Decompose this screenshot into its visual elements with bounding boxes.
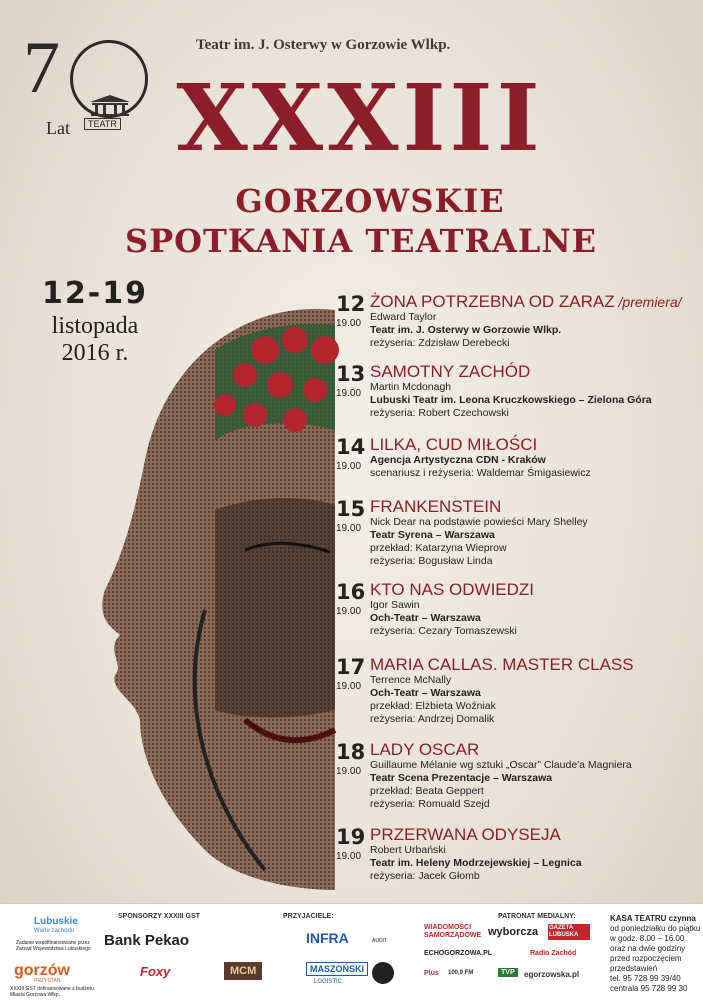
festival-title-line2: SPOTKANIA TEATRALNE [124,222,598,260]
theatre-mask-illustration [95,290,355,890]
event-title: FRANKENSTEIN [370,497,502,516]
event-credit: reżyseria: Robert Czechowski [370,407,509,419]
event-day: 17 [336,655,366,679]
friends-heading: PRZYJACIELE: [283,913,334,920]
event-details [370,674,496,726]
radio-fm-logo: 100,9 FM [448,970,474,976]
media-patrons-heading: PATRONAT MEDIALNY: [498,913,576,920]
event-credit: Edward Taylor [370,311,437,323]
box-office-line: centrala 95 728 99 30 [610,984,688,993]
tvp-logo: TVP [498,968,518,977]
event-credit: przekład: Beata Geppert [370,785,484,797]
gazeta-lubuska-logo: GAZETA LUBUSKA [548,924,590,940]
event-credit: reżyseria: Bogusław Linda [370,555,493,567]
sponsors-footer [0,903,703,1001]
event-day: 15 [336,497,366,521]
event-title: SAMOTNY ZACHÓD [370,362,531,381]
date-range: 12-19 [42,276,148,311]
city-cofunding-note: XXXIII GST dofinansowane z budżetu Miasta Gorzowa Wlkp. [10,986,94,998]
logo-lat: Lat [46,118,70,138]
event-time: 19.00 [336,388,362,399]
event-time: 19.00 [336,318,362,329]
event-details [370,599,517,638]
event-day: 12 [336,292,366,316]
event-title: KTO NAS ODWIEDZI [370,580,535,599]
event-details [370,759,632,811]
bank-pekao-logo: Bank Pekao [104,932,190,949]
event-company: Teatr im. J. Osterwy w Gorzowie Wlkp. [370,324,562,336]
wiadomosci-logo: WIADOMOŚCI SAMORZĄDOWE [424,924,482,939]
event-company: Teatr Scena Prezentacje – Warszawa [370,772,553,784]
plus-logo: Plus [424,970,439,977]
maszonski-sub: LOGISTIC [314,979,343,985]
radio-zachod-logo: Radio Zachód [530,950,577,957]
event-day: 16 [336,580,366,604]
event-company: Och-Teatr – Warszawa [370,687,481,699]
audit-logo: AUDIT [372,938,387,944]
organizer-name: Teatr im. J. Osterwy w Gorzowie Wlkp. [196,37,451,53]
date-month: listopada [51,313,139,339]
event-details [370,381,652,420]
event-day: 14 [336,435,366,459]
event-title: LADY OSCAR [370,740,480,759]
event-time: 19.00 [336,461,362,472]
event-day: 18 [336,740,366,764]
circle-badge-icon [372,962,394,984]
event-credit: Igor Sawin [370,599,420,611]
event-credit: Martin Mcdonagh [370,381,452,393]
event-credit: reżyseria: Andrzej Domalik [370,713,495,725]
event-title: LILKA, CUD MIŁOŚCI [370,435,538,454]
event-title: PRZERWANA ODYSEJA [370,825,561,844]
egorzowska-logo: egorzowska.pl [524,970,580,979]
box-office-line: oraz na dwie godziny [610,944,686,953]
box-office-line: przedstawień [610,964,658,973]
mcm-logo: MCM [224,962,262,980]
logo-teatr: TEATR [84,118,121,130]
lubuskie-logo: Lubuskie [34,916,78,927]
sponsors-heading: SPONSORZY XXXIII GST [118,913,200,920]
event-time: 19.00 [336,851,362,862]
foxy-logo: Foxy [140,964,171,979]
event-credit: scenariusz i reżyseria: Waldemar Śmigasiewicz [370,467,591,479]
event-details [370,454,591,480]
box-office-line: KASA TEATRU czynna [610,914,696,923]
event-credit: reżyseria: Romuald Szejd [370,798,490,810]
event-company: Teatr im. Heleny Modrzejewskiej – Legnica [370,857,582,869]
logo-number: 7 [23,27,60,109]
premiere-tag: /premiera/ [614,294,682,310]
event-credit: przekład: Katarzyna Wieprow [370,542,507,554]
event-details [370,844,582,883]
event-credit: Guillaume Mélanie wg sztuki „Oscar” Claude'a Magniera [370,759,632,771]
infra-logo: INFRA [306,930,349,946]
box-office-line: w godz. 8.00 – 16.00 [610,934,685,943]
gorzow-logo: gorzów [14,962,70,979]
event-day: 13 [336,362,366,386]
event-title: ŻONA POTRZEBNA OD ZARAZ /premiera/ [370,292,682,311]
echogorzowa-logo: ECHOGORZOWA.PL [424,950,493,957]
event-credit: Nick Dear na podstawie powieści Mary Shelley [370,516,588,528]
box-office-info [610,914,700,994]
event-company: Lubuski Teatr im. Leona Kruczkowskiego – Zielona Góra [370,394,652,406]
event-credit: Robert Urbański [370,844,446,856]
jubilee-logo [18,27,148,140]
festival-title-line1: GORZOWSKIE [235,182,505,220]
event-credit: reżyseria: Cezary Tomaszewski [370,625,517,637]
event-time: 19.00 [336,766,362,777]
event-credit: przekład: Elżbieta Woźniak [370,700,496,712]
event-time: 19.00 [336,606,362,617]
event-title: MARIA CALLAS. MASTER CLASS [370,655,634,674]
box-office-line: przed rozpoczęciem [610,954,682,963]
gorzow-slogan: PRZYSTAŃ [34,978,61,984]
theatre-building-icon [86,94,134,116]
event-credit: reżyseria: Jacek Głomb [370,870,480,882]
lubuskie-slogan: Warte zachodu [34,928,75,934]
event-day: 19 [336,825,366,849]
event-time: 19.00 [336,523,362,534]
edition-number: XXXIII [176,64,544,172]
wyborcza-logo: wyborcza [488,926,539,938]
event-company: Teatr Syrena – Warszawa [370,529,495,541]
event-details [370,311,561,350]
date-year: 2016 r. [61,340,129,366]
region-cofunding-note: Zadanie współfinansowane przez Zarząd Województwa Lubuskiego [16,940,91,952]
box-office-line: tel. 95 728 99 39/40 [610,974,681,983]
event-credit: Terrence McNally [370,674,452,686]
event-details [370,516,588,568]
event-credit: reżyseria: Zdzisław Derebecki [370,337,510,349]
maszonski-logo: MASZOŃSKI [306,962,368,976]
event-company: Agencja Artystyczna CDN - Kraków [370,454,546,466]
event-company: Och-Teatr – Warszawa [370,612,481,624]
event-time: 19.00 [336,681,362,692]
box-office-line: od poniedziałku do piątku [610,924,701,933]
